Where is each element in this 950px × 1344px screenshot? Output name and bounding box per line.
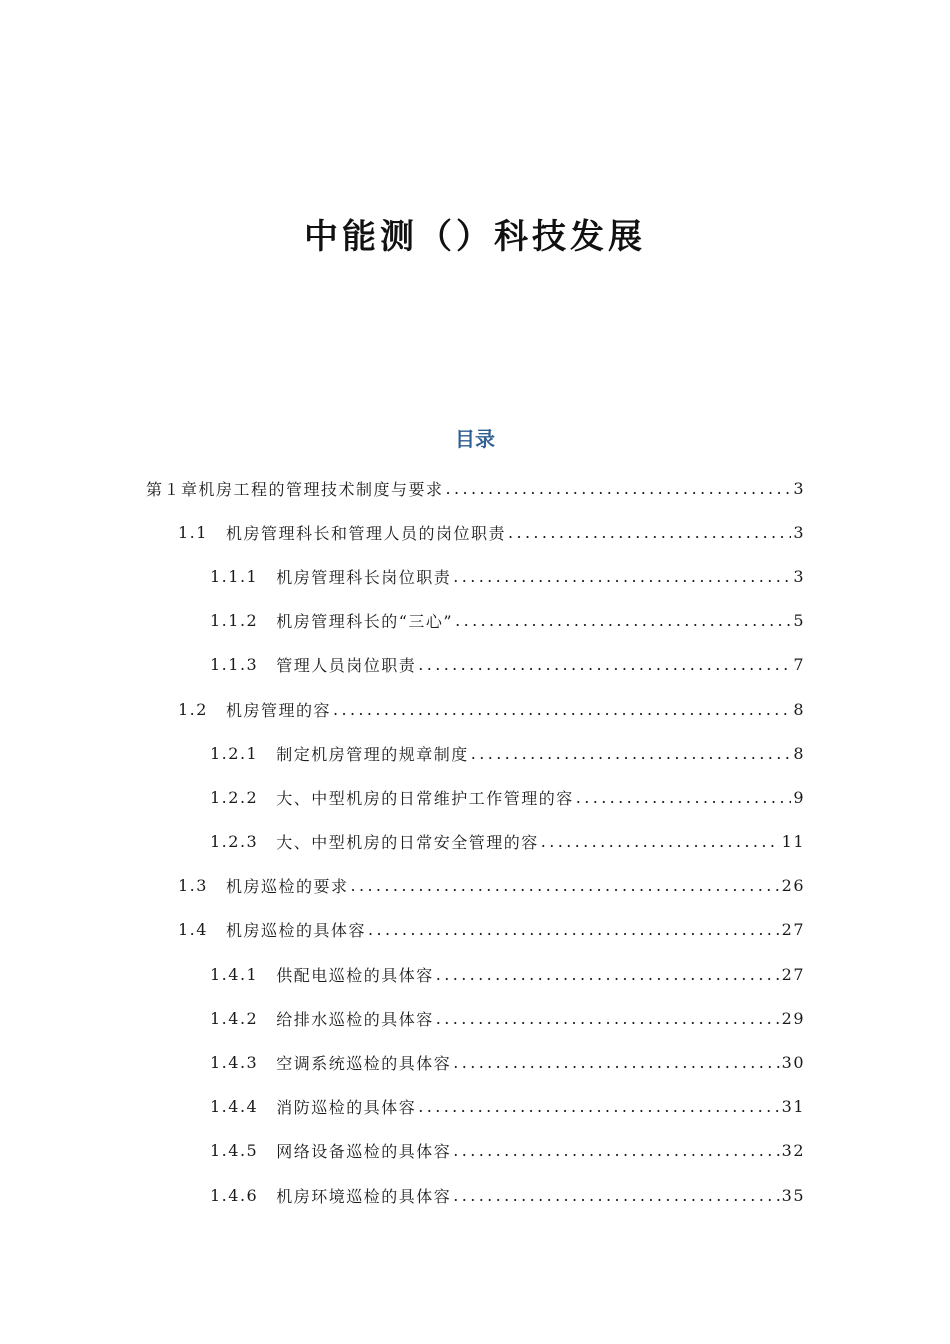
toc-entry-number: 1.2.1 — [210, 743, 259, 763]
toc-entry-page-number: 35 — [781, 1185, 805, 1205]
toc-entry[interactable] — [0, 1040, 950, 1084]
toc-entry-number: 1.2 — [178, 699, 208, 719]
toc-entry[interactable] — [0, 820, 950, 864]
toc-dot-leader — [453, 567, 791, 586]
toc-dot-leader — [453, 1141, 779, 1160]
toc-entry[interactable] — [0, 466, 950, 510]
toc-entry-title: 大、中型机房的日常维护工作管理的容 — [276, 788, 574, 808]
toc-dot-leader — [436, 965, 780, 984]
toc-entry-title: 机房环境巡检的具体容 — [276, 1186, 452, 1206]
toc-dot-leader — [418, 1097, 779, 1116]
toc-entry-title: 机房管理科长的“三心” — [276, 612, 454, 632]
toc-dot-leader — [446, 479, 792, 498]
toc-entry-page-number: 9 — [793, 787, 805, 807]
toc-entry[interactable] — [0, 510, 950, 554]
toc-entry-page-number: 29 — [781, 1008, 805, 1028]
toc-dot-leader — [576, 788, 792, 807]
toc-entry-page-number: 11 — [781, 832, 805, 852]
toc-entry-page-number: 31 — [781, 1097, 805, 1117]
toc-dot-leader — [333, 700, 791, 719]
toc-entry-page-number: 5 — [793, 611, 805, 631]
toc-entry[interactable] — [0, 864, 950, 908]
toc-dot-leader — [471, 744, 792, 763]
toc-entry-number: 1.3 — [178, 876, 208, 896]
toc-entry-title: 供配电巡检的具体容 — [276, 965, 434, 985]
toc-entry[interactable] — [0, 687, 950, 731]
toc-entry[interactable] — [0, 1129, 950, 1173]
toc-entry-page-number: 32 — [781, 1141, 805, 1161]
toc-entry-title: 第１章机房工程的管理技术制度与要求 — [146, 479, 444, 499]
toc-entry[interactable] — [0, 775, 950, 819]
toc-entry-page-number: 8 — [793, 699, 805, 719]
toc-entry-title: 管理人员岗位职责 — [276, 656, 417, 676]
toc-entry-title: 大、中型机房的日常安全管理的容 — [276, 833, 539, 853]
toc-entry-page-number: 3 — [793, 522, 805, 542]
toc-entry-title: 制定机房管理的规章制度 — [276, 744, 469, 764]
toc-dot-leader — [350, 876, 779, 895]
table-of-contents — [0, 466, 950, 1217]
toc-entry-number: 1.1.3 — [210, 655, 259, 675]
toc-entry-page-number: 3 — [793, 478, 805, 498]
toc-entry-title: 空调系统巡检的具体容 — [276, 1054, 452, 1074]
toc-heading: 目录 — [455, 427, 495, 451]
toc-entry-number: 1.1.2 — [210, 611, 259, 631]
toc-entry[interactable] — [0, 1173, 950, 1217]
toc-entry[interactable] — [0, 599, 950, 643]
toc-entry-number: 1.4.2 — [210, 1008, 259, 1028]
toc-entry[interactable] — [0, 952, 950, 996]
toc-entry[interactable] — [0, 996, 950, 1040]
toc-entry-number: 1.4.3 — [210, 1053, 259, 1073]
toc-entry-number: 1.4.1 — [210, 964, 259, 984]
toc-entry-page-number: 27 — [781, 920, 805, 940]
toc-entry-page-number: 26 — [781, 876, 805, 896]
toc-entry-page-number: 3 — [793, 566, 805, 586]
toc-entry-page-number: 8 — [793, 743, 805, 763]
toc-dot-leader — [436, 1009, 780, 1028]
toc-dot-leader — [508, 523, 791, 542]
toc-entry-number: 1.1 — [178, 522, 208, 542]
toc-entry[interactable] — [0, 731, 950, 775]
toc-dot-leader — [541, 832, 780, 851]
toc-dot-leader — [368, 920, 780, 939]
toc-entry-number: 1.4.5 — [210, 1141, 259, 1161]
document-title: 中能测（）科技发展 — [304, 217, 646, 257]
toc-entry-title: 机房巡检的具体容 — [225, 921, 366, 941]
toc-entry-title: 机房管理的容 — [225, 700, 331, 720]
toc-entry-number: 1.4 — [178, 920, 208, 940]
toc-entry-title: 机房巡检的要求 — [225, 877, 349, 897]
toc-dot-leader — [418, 655, 791, 674]
toc-entry-title: 消防巡检的具体容 — [276, 1098, 417, 1118]
toc-entry-number: 1.1.1 — [210, 566, 259, 586]
toc-dot-leader — [455, 611, 791, 630]
toc-entry-number: 1.2.2 — [210, 787, 259, 807]
toc-entry-number: 1.2.3 — [210, 832, 259, 852]
toc-dot-leader — [453, 1186, 779, 1205]
toc-entry-number: 1.4.6 — [210, 1185, 259, 1205]
toc-entry[interactable] — [0, 908, 950, 952]
toc-entry-title: 网络设备巡检的具体容 — [276, 1142, 452, 1162]
toc-entry-number: 1.4.4 — [210, 1097, 259, 1117]
toc-entry-page-number: 7 — [793, 655, 805, 675]
toc-entry-page-number: 30 — [781, 1053, 805, 1073]
toc-entry-title: 机房管理科长和管理人员的岗位职责 — [225, 523, 506, 543]
toc-entry[interactable] — [0, 1085, 950, 1129]
toc-entry[interactable] — [0, 643, 950, 687]
toc-entry-title: 给排水巡检的具体容 — [276, 1009, 434, 1029]
toc-dot-leader — [453, 1053, 779, 1072]
toc-entry-title: 机房管理科长岗位职责 — [276, 567, 452, 587]
toc-entry[interactable] — [0, 554, 950, 598]
toc-entry-page-number: 27 — [781, 964, 805, 984]
